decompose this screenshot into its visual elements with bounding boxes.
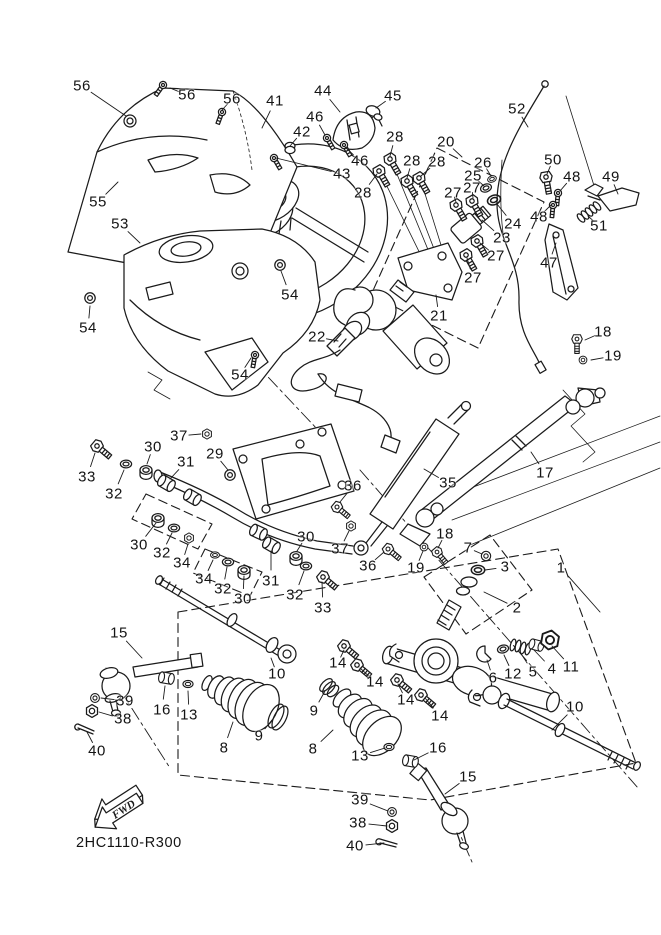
- part-label-31: 31: [177, 453, 195, 471]
- part-label-12: 12: [504, 665, 522, 683]
- part-label-15: 15: [110, 624, 128, 642]
- part-label-51: 51: [590, 217, 608, 235]
- part-label-35: 35: [439, 474, 457, 492]
- part-label-47: 47: [540, 254, 558, 272]
- part-label-49: 49: [602, 168, 620, 186]
- part-label-28: 28: [403, 152, 421, 170]
- part-label-15: 15: [459, 768, 477, 786]
- part-label-42: 42: [293, 123, 311, 141]
- cotter-pin-right: [376, 839, 397, 847]
- part-label-26: 26: [474, 154, 492, 172]
- lower-column-cover: [124, 229, 320, 396]
- part-label-54: 54: [79, 319, 97, 337]
- part-label-14: 14: [397, 691, 415, 709]
- part-label-6: 6: [488, 669, 498, 687]
- part-label-32: 32: [153, 544, 171, 562]
- part-label-36: 36: [344, 477, 362, 495]
- part-label-28: 28: [354, 184, 372, 202]
- part-label-7: 7: [463, 539, 473, 557]
- part-label-46: 46: [351, 152, 369, 170]
- part-label-43: 43: [333, 165, 351, 183]
- throttle-cable: [497, 81, 548, 374]
- part-label-32: 32: [286, 586, 304, 604]
- part-label-19: 19: [407, 559, 425, 577]
- part-label-19: 19: [604, 347, 622, 365]
- column-bracket: [381, 162, 493, 300]
- part-label-17: 17: [536, 464, 554, 482]
- part-label-46: 46: [306, 108, 324, 126]
- part-label-39: 39: [116, 692, 134, 710]
- part-label-36: 36: [359, 557, 377, 575]
- part-label-54: 54: [231, 366, 249, 384]
- part-label-16: 16: [429, 739, 447, 757]
- part-label-38: 38: [114, 710, 132, 728]
- part-label-27: 27: [464, 269, 482, 287]
- part-label-3: 3: [500, 558, 510, 576]
- part-label-37: 37: [331, 540, 349, 558]
- fwd-label: FWD: [110, 797, 138, 822]
- part-label-23: 23: [493, 229, 511, 247]
- part-label-41: 41: [266, 92, 284, 110]
- part-label-9: 9: [254, 727, 264, 745]
- inner-tie-rod-right: [483, 686, 642, 771]
- part-label-56: 56: [223, 90, 241, 108]
- part-label-30: 30: [144, 438, 162, 456]
- part-label-31: 31: [262, 572, 280, 590]
- part-label-33: 33: [78, 468, 96, 486]
- part-label-27: 27: [444, 184, 462, 202]
- part-label-50: 50: [544, 151, 562, 169]
- part-label-18: 18: [594, 323, 612, 341]
- part-label-30: 30: [130, 536, 148, 554]
- rack-adjuster-parts: [477, 629, 560, 662]
- part-label-54: 54: [281, 286, 299, 304]
- group-box-20: [371, 148, 544, 348]
- part-label-37: 37: [170, 427, 188, 445]
- part-label-8: 8: [308, 740, 318, 758]
- part-label-13: 13: [351, 747, 369, 765]
- hub-cover: [333, 104, 383, 149]
- part-label-40: 40: [88, 742, 106, 760]
- part-label-27: 27: [463, 179, 481, 197]
- part-label-10: 10: [268, 665, 286, 683]
- part-label-29: 29: [206, 445, 224, 463]
- part-label-24: 24: [504, 215, 522, 233]
- part-label-25: 25: [464, 167, 482, 185]
- part-label-1: 1: [556, 559, 566, 577]
- part-label-34: 34: [195, 570, 213, 588]
- part-label-30: 30: [234, 590, 252, 608]
- part-label-56: 56: [73, 77, 91, 95]
- part-label-21: 21: [430, 307, 448, 325]
- part-label-52: 52: [508, 100, 526, 118]
- part-label-14: 14: [366, 673, 384, 691]
- part-label-10: 10: [566, 698, 584, 716]
- part-label-14: 14: [431, 707, 449, 725]
- part-label-45: 45: [384, 87, 402, 105]
- spring-51: [576, 201, 602, 224]
- part-label-27: 27: [487, 247, 505, 265]
- part-label-39: 39: [351, 791, 369, 809]
- part-label-2: 2: [512, 599, 522, 617]
- u-joint-upper: [566, 388, 605, 414]
- part-label-44: 44: [314, 82, 332, 100]
- part-label-34: 34: [173, 554, 191, 572]
- fwd-arrow: [84, 779, 150, 838]
- part-label-38: 38: [349, 814, 367, 832]
- group-box-bushings: [132, 494, 262, 596]
- part-label-32: 32: [214, 580, 232, 598]
- part-label-48: 48: [530, 208, 548, 226]
- part-label-28: 28: [386, 128, 404, 146]
- part-label-20: 20: [437, 133, 455, 151]
- part-label-28: 28: [428, 153, 446, 171]
- part-label-16: 16: [153, 701, 171, 719]
- part-label-13: 13: [180, 706, 198, 724]
- part-label-5: 5: [528, 663, 538, 681]
- part-label-11: 11: [562, 658, 580, 676]
- part-label-56: 56: [178, 86, 196, 104]
- part-label-9: 9: [309, 702, 319, 720]
- part-label-14: 14: [329, 654, 347, 672]
- part-label-18: 18: [436, 525, 454, 543]
- part-label-53: 53: [111, 215, 129, 233]
- inner-tie-rod-left: [154, 572, 296, 663]
- boot-right: [318, 673, 409, 765]
- part-label-40: 40: [346, 837, 364, 855]
- part-label-48: 48: [563, 168, 581, 186]
- part-label-55: 55: [89, 193, 107, 211]
- part-label-30: 30: [297, 528, 315, 546]
- cotter-pin-left: [75, 724, 94, 734]
- tie-rod-end-right: [410, 764, 469, 851]
- part-label-4: 4: [547, 660, 557, 678]
- part-label-8: 8: [219, 739, 229, 757]
- part-label-32: 32: [105, 485, 123, 503]
- boot-left: [200, 673, 291, 737]
- part-label-22: 22: [308, 328, 326, 346]
- diagram-code: 2HC1110-R300: [76, 835, 182, 851]
- part-label-33: 33: [314, 599, 332, 617]
